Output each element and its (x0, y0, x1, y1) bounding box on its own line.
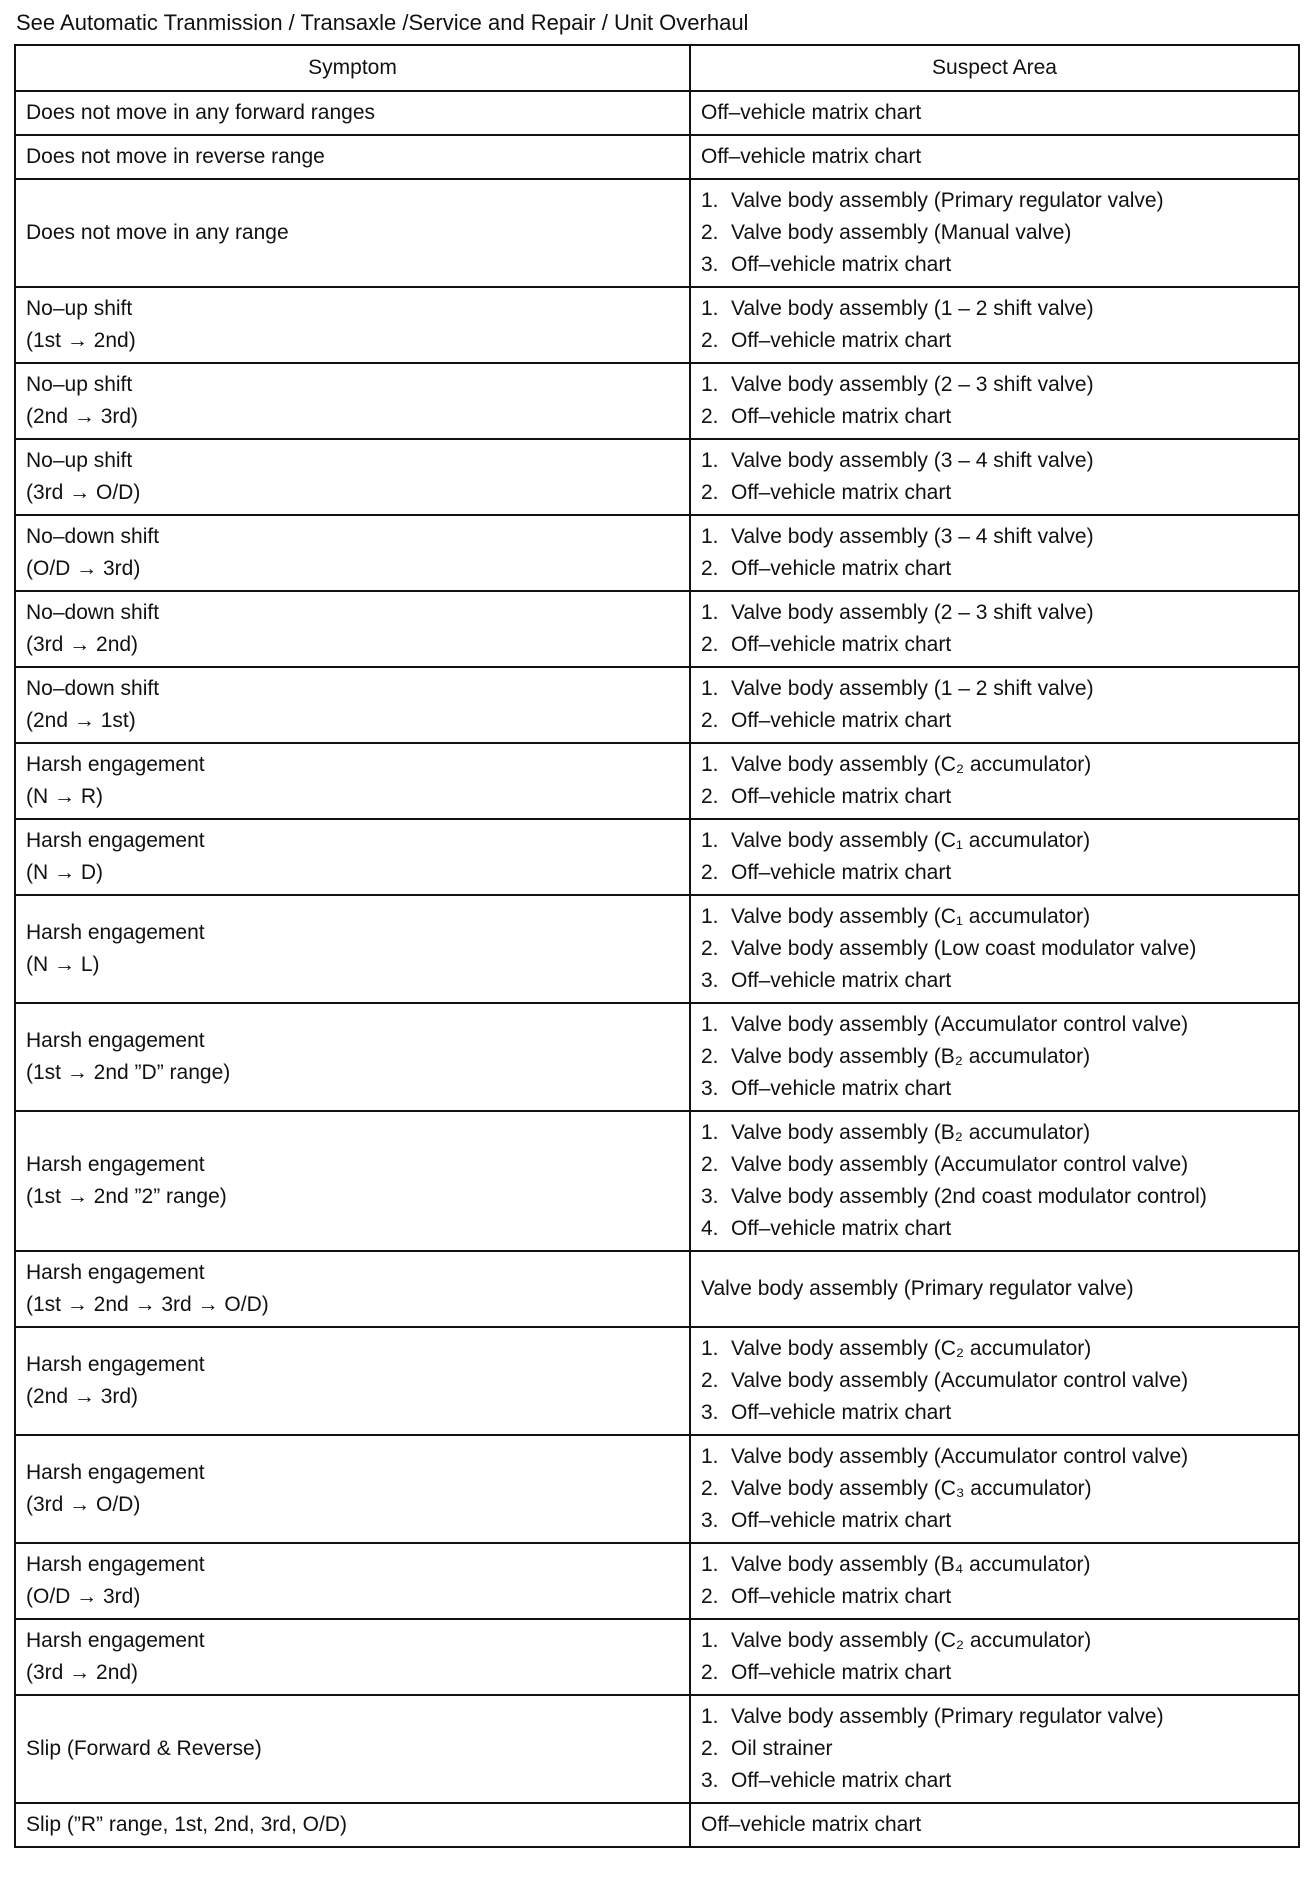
item-number: 1. (701, 1121, 719, 1144)
suspect-list (701, 749, 1288, 813)
symptom-cell (15, 743, 690, 819)
symptom-cell (15, 591, 690, 667)
suspect-list-item (701, 1073, 1288, 1105)
suspect-area-cell (690, 515, 1299, 591)
symptom-text: Harsh engagement (26, 1629, 205, 1652)
item-number: 1. (701, 525, 719, 548)
suspect-list-item (701, 1397, 1288, 1429)
suspect-text: Valve body assembly (C₁ accumulator) (731, 905, 1091, 928)
symptom-text: (1st → 2nd ”D” range) (26, 1061, 231, 1084)
suspect-text: Off–vehicle matrix chart (731, 405, 952, 428)
suspect-list-item (701, 933, 1288, 965)
suspect-text: Valve body assembly (3 – 4 shift valve) (731, 449, 1094, 472)
suspect-list-item (701, 369, 1288, 401)
table-row (15, 135, 1299, 179)
suspect-text: Off–vehicle matrix chart (701, 1813, 922, 1836)
table-row (15, 363, 1299, 439)
suspect-text: Valve body assembly (Primary regulator valve) (701, 1277, 1134, 1300)
item-number: 3. (701, 1077, 719, 1100)
suspect-list-item (701, 1733, 1288, 1765)
symptom-text: No–up shift (26, 449, 133, 472)
suspect-list-item (701, 629, 1288, 661)
table-row (15, 91, 1299, 135)
suspect-area-cell (690, 1695, 1299, 1803)
item-number: 3. (701, 1509, 719, 1532)
suspect-list-item (701, 1365, 1288, 1397)
suspect-text: Valve body assembly (B₄ accumulator) (731, 1553, 1091, 1576)
symptom-text: Harsh engagement (26, 829, 205, 852)
item-number: 1. (701, 601, 719, 624)
suspect-text: Valve body assembly (1 – 2 shift valve) (731, 297, 1094, 320)
item-number: 1. (701, 1013, 719, 1036)
suspect-list-item (701, 521, 1288, 553)
suspect-list-item (701, 1009, 1288, 1041)
suspect-text: Off–vehicle matrix chart (701, 145, 922, 168)
symptom-cell (15, 179, 690, 287)
item-number: 2. (701, 405, 719, 428)
item-number: 2. (701, 221, 719, 244)
symptom-text: Harsh engagement (26, 1553, 205, 1576)
symptom-text: No–up shift (26, 373, 133, 396)
table-row (15, 1803, 1299, 1847)
symptom-cell (15, 287, 690, 363)
suspect-text: Off–vehicle matrix chart (731, 633, 952, 656)
item-number: 2. (701, 937, 719, 960)
suspect-text: Valve body assembly (Accumulator control valve) (731, 1369, 1189, 1392)
suspect-list-item (701, 249, 1288, 281)
column-header-symptom: Symptom (15, 45, 690, 91)
suspect-text: Valve body assembly (2 – 3 shift valve) (731, 601, 1094, 624)
suspect-text: Off–vehicle matrix chart (731, 481, 952, 504)
suspect-text: Valve body assembly (B₂ accumulator) (731, 1045, 1091, 1068)
suspect-area-cell (690, 1803, 1299, 1847)
symptom-text: (1st → 2nd) (26, 329, 136, 352)
item-number: 3. (701, 1185, 719, 1208)
table-body (15, 91, 1299, 1847)
suspect-list (701, 1625, 1288, 1689)
table-row (15, 515, 1299, 591)
column-header-suspect-area: Suspect Area (690, 45, 1299, 91)
symptom-text: (3rd → O/D) (26, 1493, 141, 1516)
suspect-text: Off–vehicle matrix chart (731, 253, 952, 276)
suspect-text: Valve body assembly (1 – 2 shift valve) (731, 677, 1094, 700)
suspect-list-item (701, 325, 1288, 357)
symptom-cell (15, 439, 690, 515)
symptom-cell (15, 363, 690, 439)
suspect-list-item (701, 445, 1288, 477)
symptom-text: Does not move in any range (26, 221, 289, 244)
suspect-text: Valve body assembly (2 – 3 shift valve) (731, 373, 1094, 396)
item-number: 2. (701, 1153, 719, 1176)
symptom-text: (3rd → 2nd) (26, 1661, 139, 1684)
table-row (15, 895, 1299, 1003)
symptom-cell (15, 135, 690, 179)
suspect-list-item (701, 705, 1288, 737)
suspect-list-item (701, 781, 1288, 813)
item-number: 2. (701, 1477, 719, 1500)
suspect-list-item (701, 1581, 1288, 1613)
suspect-list (701, 1441, 1288, 1537)
symptom-text: Slip (Forward & Reverse) (26, 1737, 262, 1760)
suspect-list-item (701, 1041, 1288, 1073)
suspect-text: Off–vehicle matrix chart (731, 1769, 952, 1792)
suspect-list-item (701, 1181, 1288, 1213)
suspect-text: Valve body assembly (C₃ accumulator) (731, 1477, 1092, 1500)
suspect-list (701, 521, 1288, 585)
suspect-list (701, 901, 1288, 997)
suspect-area-cell (690, 91, 1299, 135)
symptom-cell (15, 1251, 690, 1327)
table-row (15, 1251, 1299, 1327)
table-row (15, 1003, 1299, 1111)
item-number: 1. (701, 373, 719, 396)
suspect-text: Off–vehicle matrix chart (731, 709, 952, 732)
suspect-list-item (701, 749, 1288, 781)
symptom-cell (15, 1003, 690, 1111)
suspect-text: Valve body assembly (Manual valve) (731, 221, 1072, 244)
suspect-list-item (701, 673, 1288, 705)
item-number: 1. (701, 1705, 719, 1728)
symptom-text: Does not move in reverse range (26, 145, 325, 168)
symptom-text: (2nd → 3rd) (26, 405, 139, 428)
suspect-text: Valve body assembly (C₂ accumulator) (731, 753, 1092, 776)
suspect-list-item (701, 1213, 1288, 1245)
suspect-text: Valve body assembly (Primary regulator valve) (731, 1705, 1164, 1728)
suspect-area-cell (690, 1251, 1299, 1327)
suspect-list-item (701, 477, 1288, 509)
suspect-area-cell (690, 667, 1299, 743)
suspect-area-cell (690, 135, 1299, 179)
item-number: 2. (701, 481, 719, 504)
suspect-text: Off–vehicle matrix chart (701, 101, 922, 124)
symptom-cell (15, 895, 690, 1003)
suspect-list-item (701, 1657, 1288, 1689)
suspect-area-cell (690, 895, 1299, 1003)
suspect-list-item (701, 1441, 1288, 1473)
item-number: 3. (701, 1401, 719, 1424)
suspect-area-cell (690, 439, 1299, 515)
suspect-area-cell (690, 1327, 1299, 1435)
suspect-text: Off–vehicle matrix chart (731, 1401, 952, 1424)
suspect-text: Off–vehicle matrix chart (731, 969, 952, 992)
symptom-text: (2nd → 1st) (26, 709, 136, 732)
item-number: 2. (701, 329, 719, 352)
suspect-list-item (701, 217, 1288, 249)
symptom-table (14, 44, 1300, 1848)
symptom-text: Harsh engagement (26, 753, 205, 776)
suspect-list-item (701, 401, 1288, 433)
item-number: 1. (701, 829, 719, 852)
suspect-text: Off–vehicle matrix chart (731, 1661, 952, 1684)
page-header: See Automatic Tranmission / Transaxle /Service and Repair / Unit Overhaul (16, 10, 749, 35)
suspect-area-cell (690, 363, 1299, 439)
suspect-area-cell (690, 287, 1299, 363)
suspect-list-item (701, 901, 1288, 933)
item-number: 1. (701, 1629, 719, 1652)
item-number: 1. (701, 1445, 719, 1468)
suspect-text: Valve body assembly (2nd coast modulator control) (731, 1185, 1207, 1208)
suspect-list-item (701, 1701, 1288, 1733)
item-number: 1. (701, 189, 719, 212)
suspect-list (701, 673, 1288, 737)
item-number: 3. (701, 253, 719, 276)
table-row (15, 439, 1299, 515)
table-row (15, 1327, 1299, 1435)
symptom-text: (N → L) (26, 953, 100, 976)
item-number: 2. (701, 785, 719, 808)
suspect-text: Valve body assembly (3 – 4 shift valve) (731, 525, 1094, 548)
suspect-list (701, 1333, 1288, 1429)
symptom-cell (15, 1435, 690, 1543)
symptom-cell (15, 91, 690, 135)
symptom-cell (15, 1619, 690, 1695)
symptom-text: Harsh engagement (26, 921, 205, 944)
table-row (15, 591, 1299, 667)
suspect-area-cell (690, 591, 1299, 667)
suspect-area-cell (690, 1619, 1299, 1695)
symptom-cell (15, 515, 690, 591)
suspect-area-cell (690, 1543, 1299, 1619)
suspect-area-cell (690, 743, 1299, 819)
suspect-text: Valve body assembly (C₂ accumulator) (731, 1337, 1092, 1360)
suspect-list-item (701, 293, 1288, 325)
item-number: 2. (701, 861, 719, 884)
suspect-list (701, 1117, 1288, 1245)
suspect-list-item (701, 1117, 1288, 1149)
suspect-list-item (701, 857, 1288, 889)
symptom-cell (15, 1695, 690, 1803)
symptom-text: Does not move in any forward ranges (26, 101, 376, 124)
suspect-list-item (701, 1505, 1288, 1537)
suspect-list-item (701, 1765, 1288, 1797)
item-number: 2. (701, 1737, 719, 1760)
suspect-list (701, 445, 1288, 509)
symptom-text: No–down shift (26, 677, 160, 700)
suspect-text: Valve body assembly (C₁ accumulator) (731, 829, 1091, 852)
item-number: 1. (701, 677, 719, 700)
item-number: 1. (701, 297, 719, 320)
symptom-text: No–up shift (26, 297, 133, 320)
item-number: 2. (701, 1585, 719, 1608)
symptom-text: Harsh engagement (26, 1153, 205, 1176)
suspect-area-cell (690, 819, 1299, 895)
item-number: 1. (701, 1337, 719, 1360)
symptom-cell (15, 819, 690, 895)
table-row (15, 819, 1299, 895)
table-row (15, 1543, 1299, 1619)
suspect-list-item (701, 1473, 1288, 1505)
item-number: 1. (701, 753, 719, 776)
suspect-list (701, 1701, 1288, 1797)
suspect-text: Oil strainer (731, 1737, 833, 1760)
symptom-cell (15, 1327, 690, 1435)
item-number: 2. (701, 1369, 719, 1392)
table-row (15, 667, 1299, 743)
suspect-text: Valve body assembly (B₂ accumulator) (731, 1121, 1091, 1144)
suspect-list (701, 597, 1288, 661)
suspect-text: Off–vehicle matrix chart (731, 785, 952, 808)
suspect-list-item (701, 185, 1288, 217)
suspect-text: Off–vehicle matrix chart (731, 1077, 952, 1100)
suspect-text: Valve body assembly (Primary regulator valve) (731, 189, 1164, 212)
suspect-text: Valve body assembly (Accumulator control valve) (731, 1153, 1189, 1176)
suspect-area-cell (690, 1111, 1299, 1251)
item-number: 2. (701, 1661, 719, 1684)
suspect-text: Off–vehicle matrix chart (731, 329, 952, 352)
table-row (15, 1111, 1299, 1251)
item-number: 1. (701, 1553, 719, 1576)
suspect-list (701, 825, 1288, 889)
table-row (15, 743, 1299, 819)
suspect-text: Off–vehicle matrix chart (731, 861, 952, 884)
table-row (15, 179, 1299, 287)
suspect-list (701, 185, 1288, 281)
item-number: 2. (701, 633, 719, 656)
symptom-text: (N → D) (26, 861, 103, 884)
suspect-list-item (701, 553, 1288, 585)
symptom-text: (1st → 2nd → 3rd → O/D) (26, 1293, 269, 1316)
item-number: 4. (701, 1217, 719, 1240)
symptom-cell (15, 1543, 690, 1619)
suspect-list-item (701, 965, 1288, 997)
suspect-area-cell (690, 1003, 1299, 1111)
suspect-list-item (701, 825, 1288, 857)
item-number: 1. (701, 905, 719, 928)
symptom-text: (N → R) (26, 785, 103, 808)
suspect-text: Off–vehicle matrix chart (731, 1585, 952, 1608)
table-row (15, 1435, 1299, 1543)
suspect-text: Valve body assembly (C₂ accumulator) (731, 1629, 1092, 1652)
suspect-list (701, 293, 1288, 357)
suspect-text: Off–vehicle matrix chart (731, 557, 952, 580)
suspect-area-cell (690, 1435, 1299, 1543)
suspect-text: Off–vehicle matrix chart (731, 1217, 952, 1240)
item-number: 2. (701, 557, 719, 580)
suspect-text: Valve body assembly (Accumulator control valve) (731, 1013, 1189, 1036)
suspect-list-item (701, 1149, 1288, 1181)
symptom-cell (15, 1111, 690, 1251)
suspect-list-item (701, 1333, 1288, 1365)
symptom-text: No–down shift (26, 525, 160, 548)
suspect-list (701, 1009, 1288, 1105)
symptom-cell (15, 1803, 690, 1847)
table-row (15, 287, 1299, 363)
table-row (15, 1619, 1299, 1695)
symptom-text: Harsh engagement (26, 1353, 205, 1376)
symptom-text: Harsh engagement (26, 1261, 205, 1284)
symptom-text: Harsh engagement (26, 1029, 205, 1052)
symptom-text: (3rd → O/D) (26, 481, 141, 504)
suspect-area-cell (690, 179, 1299, 287)
symptom-text: (1st → 2nd ”2” range) (26, 1185, 227, 1208)
suspect-text: Valve body assembly (Low coast modulator valve) (731, 937, 1197, 960)
suspect-list-item (701, 1625, 1288, 1657)
item-number: 3. (701, 1769, 719, 1792)
symptom-text: No–down shift (26, 601, 160, 624)
symptom-text: Harsh engagement (26, 1461, 205, 1484)
item-number: 3. (701, 969, 719, 992)
table-row (15, 1695, 1299, 1803)
suspect-text: Valve body assembly (Accumulator control valve) (731, 1445, 1189, 1468)
symptom-text: (2nd → 3rd) (26, 1385, 139, 1408)
table-header-row (15, 45, 1299, 91)
symptom-text: (O/D → 3rd) (26, 1585, 141, 1608)
suspect-list-item (701, 1549, 1288, 1581)
suspect-list-item (701, 597, 1288, 629)
symptom-text: (O/D → 3rd) (26, 557, 141, 580)
suspect-text: Off–vehicle matrix chart (731, 1509, 952, 1532)
symptom-cell (15, 667, 690, 743)
item-number: 2. (701, 709, 719, 732)
item-number: 1. (701, 449, 719, 472)
suspect-list (701, 369, 1288, 433)
suspect-list (701, 1549, 1288, 1613)
symptom-text: Slip (”R” range, 1st, 2nd, 3rd, O/D) (26, 1813, 347, 1836)
symptom-text: (3rd → 2nd) (26, 633, 139, 656)
item-number: 2. (701, 1045, 719, 1068)
